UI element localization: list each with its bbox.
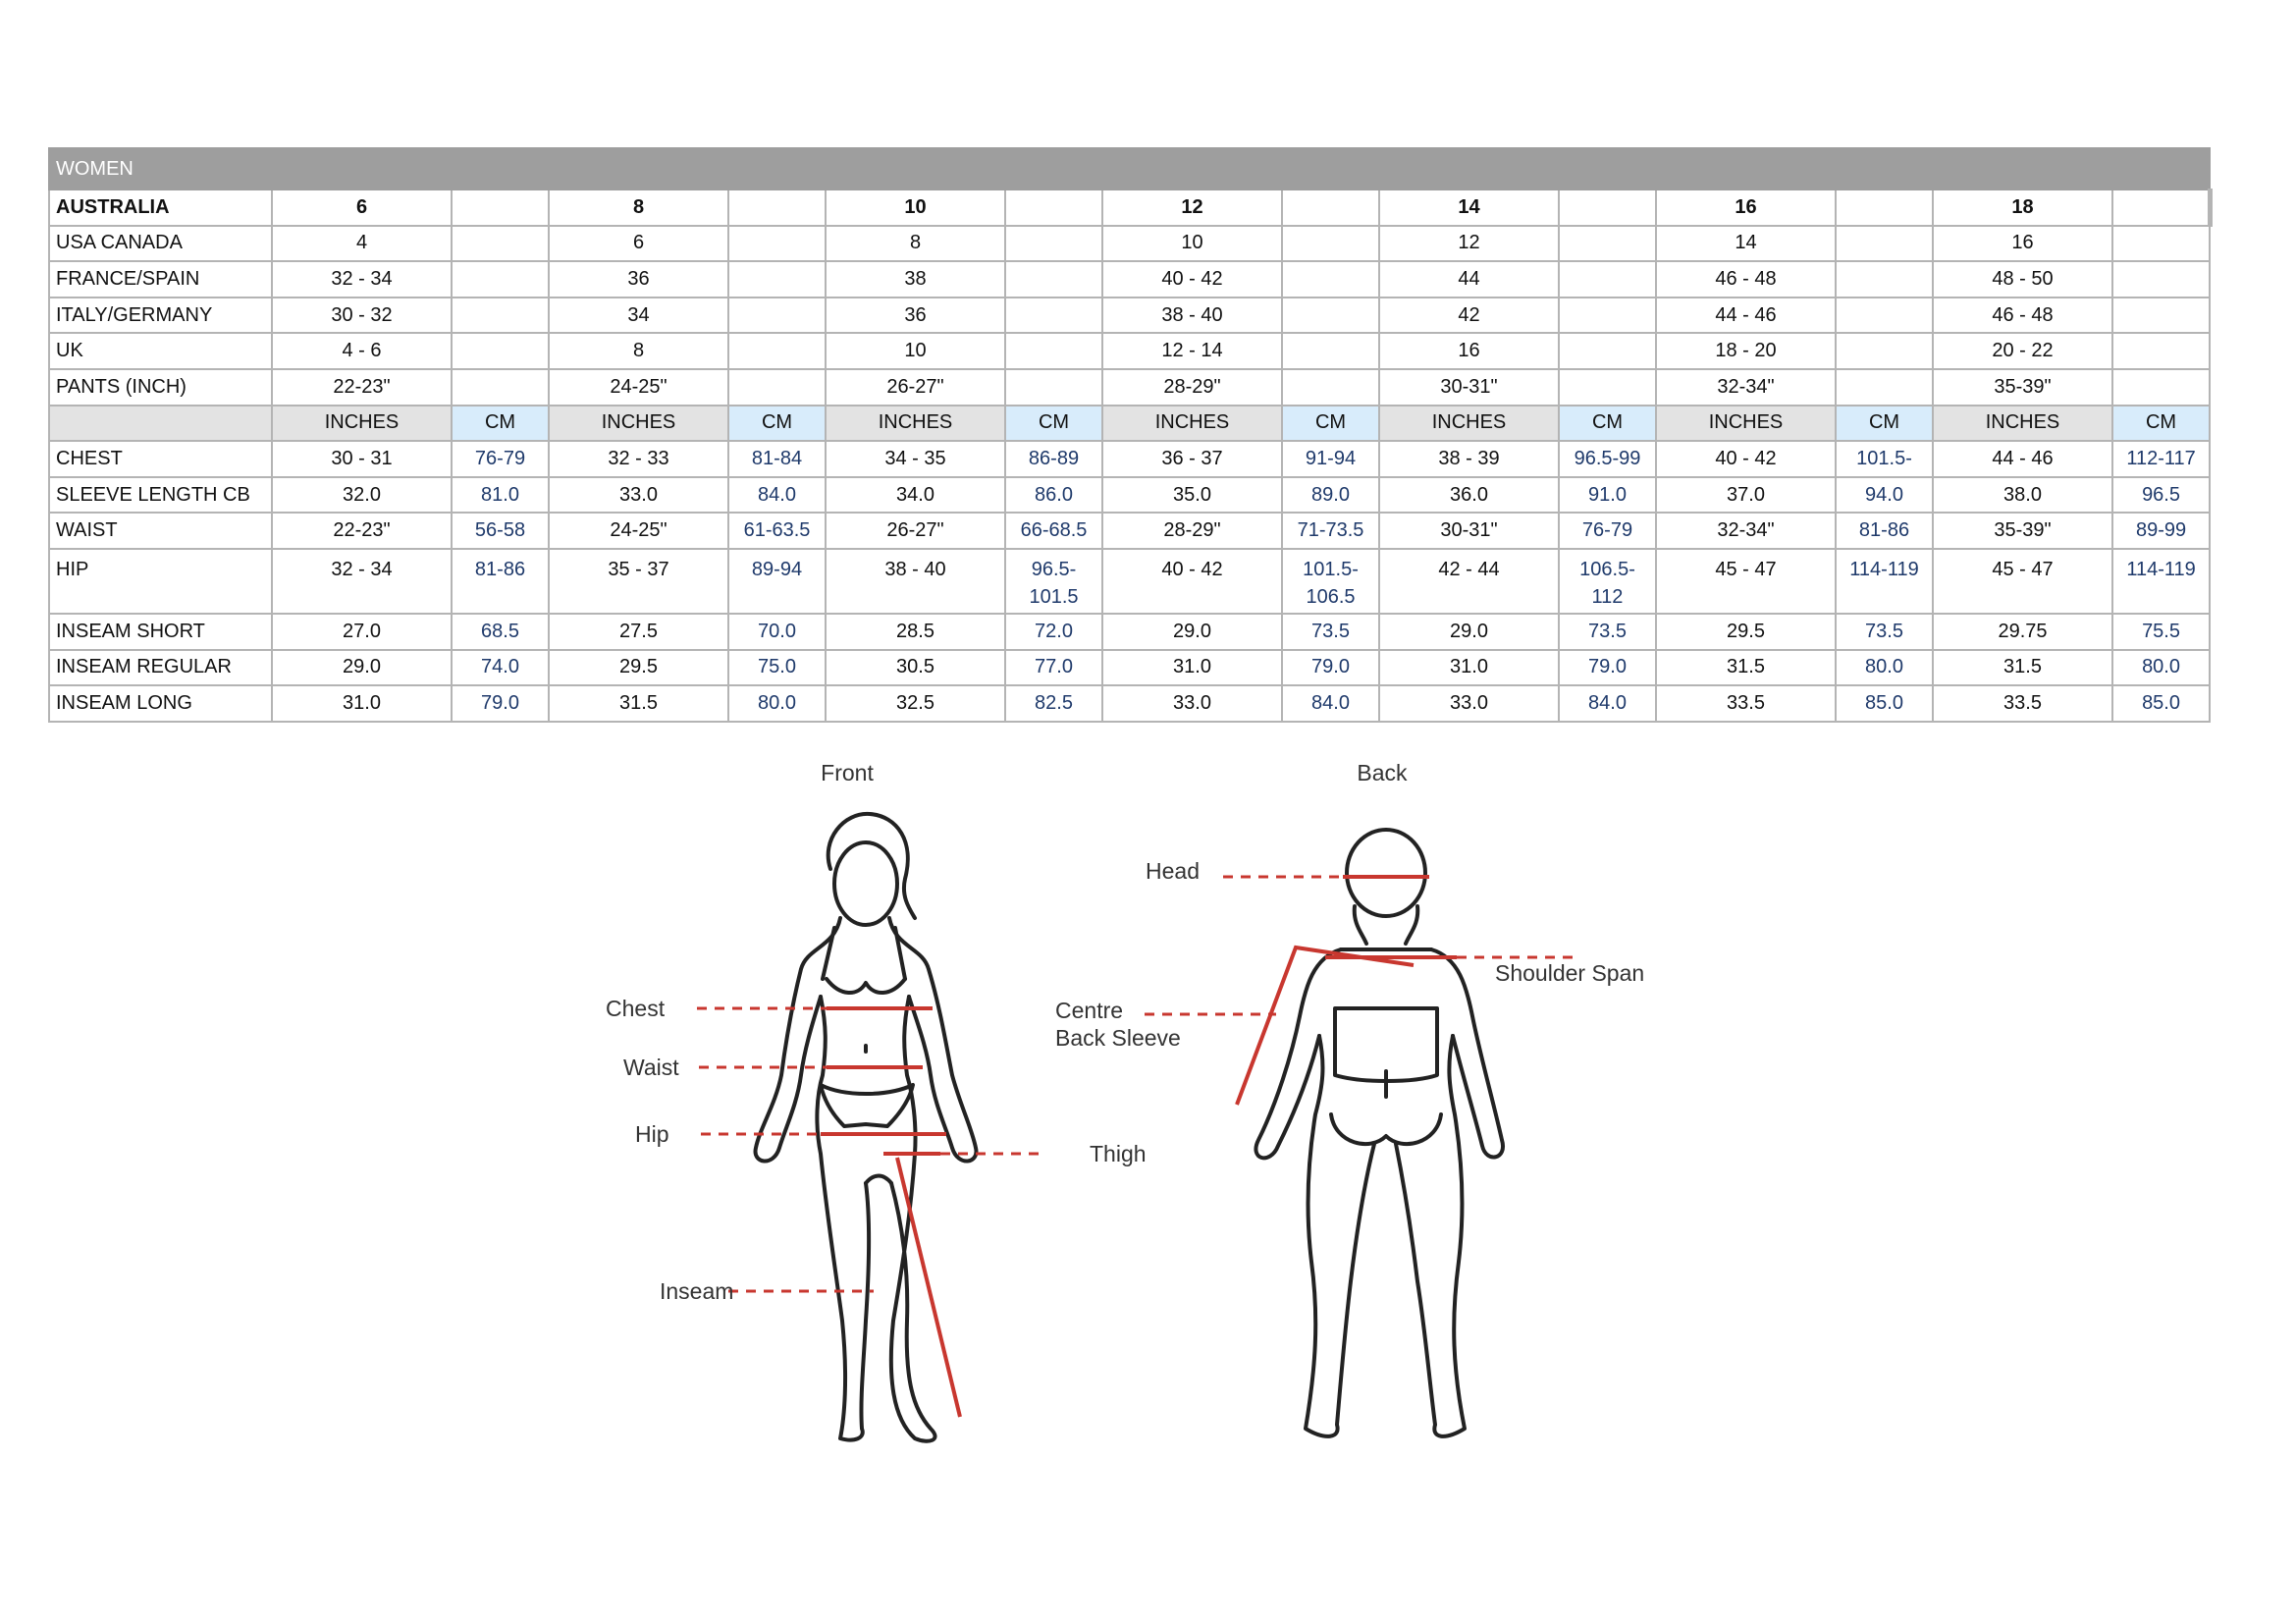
- inches-cell: 33.0: [1379, 685, 1559, 722]
- cm-cell: 80.0: [728, 685, 826, 722]
- conversion-cell: 38 - 40: [1102, 298, 1282, 334]
- unit-cm-heading: CM: [1005, 406, 1102, 442]
- cm-cell: 75.0: [728, 650, 826, 686]
- empty-cell: [2112, 226, 2210, 262]
- cm-cell: 86.0: [1005, 477, 1102, 514]
- inches-cell: 31.0: [272, 685, 452, 722]
- cm-cell: 89.0: [1282, 477, 1379, 514]
- cm-cell: 82.5: [1005, 685, 1102, 722]
- inches-cell: 32-34": [1656, 513, 1836, 549]
- empty-cell: [1559, 189, 1656, 226]
- conversion-row: [49, 333, 2210, 369]
- empty-cell: [1836, 298, 1933, 334]
- cm-cell: 114-119: [1836, 549, 1933, 614]
- size-heading: 18: [1933, 189, 2112, 226]
- conversion-cell: 28-29": [1102, 369, 1282, 406]
- conversion-row: [49, 261, 2210, 298]
- empty-cell: [1559, 226, 1656, 262]
- inches-cell: 34.0: [826, 477, 1005, 514]
- cm-cell: 70.0: [728, 614, 826, 650]
- inches-cell: 38.0: [1933, 477, 2112, 514]
- cm-cell: 81.0: [452, 477, 549, 514]
- empty-cell: [452, 226, 549, 262]
- inches-cell: 31.5: [1933, 650, 2112, 686]
- empty-cell: [1005, 189, 1102, 226]
- inches-cell: 42 - 44: [1379, 549, 1559, 614]
- conversion-cell: 12 - 14: [1102, 333, 1282, 369]
- empty-cell: [2112, 189, 2210, 226]
- row-label: PANTS (INCH): [49, 369, 272, 406]
- inches-cell: 32.0: [272, 477, 452, 514]
- cm-cell: 73.5: [1559, 614, 1656, 650]
- cm-cell: 112-117: [2112, 441, 2210, 477]
- empty-cell: [1836, 226, 1933, 262]
- cm-cell: 91.0: [1559, 477, 1656, 514]
- cm-cell: 84.0: [1282, 685, 1379, 722]
- conversion-cell: 36: [826, 298, 1005, 334]
- empty-cell: [1282, 333, 1379, 369]
- cm-cell: 80.0: [1836, 650, 1933, 686]
- size-heading: 12: [1102, 189, 1282, 226]
- empty-cell: [728, 261, 826, 298]
- group-title-row: [49, 148, 2210, 189]
- empty-cell: [728, 298, 826, 334]
- size-heading: 14: [1379, 189, 1559, 226]
- conversion-cell: 32-34": [1656, 369, 1836, 406]
- unit-inches-heading: INCHES: [272, 406, 452, 442]
- row-label: SLEEVE LENGTH CB: [49, 477, 272, 514]
- cm-cell: 81-84: [728, 441, 826, 477]
- inseam-label: Inseam: [660, 1278, 734, 1304]
- unit-cm-heading: CM: [1559, 406, 1656, 442]
- cm-cell: 96.5-99: [1559, 441, 1656, 477]
- cm-cell: 76-79: [452, 441, 549, 477]
- cm-cell: 73.5: [1836, 614, 1933, 650]
- inches-cell: 30-31": [1379, 513, 1559, 549]
- measurement-row: [49, 477, 2210, 514]
- inches-cell: 35-39": [1933, 513, 2112, 549]
- inches-cell: 29.0: [272, 650, 452, 686]
- conversion-cell: 8: [826, 226, 1005, 262]
- conversion-cell: 46 - 48: [1656, 261, 1836, 298]
- empty-cell: [1005, 226, 1102, 262]
- inches-cell: 31.0: [1379, 650, 1559, 686]
- cm-cell: 84.0: [1559, 685, 1656, 722]
- empty-cell: [728, 226, 826, 262]
- empty-cell: [2112, 369, 2210, 406]
- row-label: INSEAM REGULAR: [49, 650, 272, 686]
- empty-cell: [1005, 369, 1102, 406]
- back-title: Back: [1357, 760, 1408, 785]
- empty-cell: [1836, 369, 1933, 406]
- inches-cell: 29.0: [1102, 614, 1282, 650]
- cm-cell: 101.5-: [1836, 441, 1933, 477]
- inches-cell: 29.75: [1933, 614, 2112, 650]
- empty-cell: [452, 333, 549, 369]
- cm-cell: 101.5-106.5: [1282, 549, 1379, 614]
- conversion-cell: 10: [1102, 226, 1282, 262]
- inches-cell: 29.0: [1379, 614, 1559, 650]
- unit-cm-heading: CM: [452, 406, 549, 442]
- size-heading: 8: [549, 189, 728, 226]
- empty-cell: [1836, 261, 1933, 298]
- size-chart-table: [48, 147, 2213, 723]
- conversion-cell: 14: [1656, 226, 1836, 262]
- inches-cell: 38 - 40: [826, 549, 1005, 614]
- cm-cell: 79.0: [452, 685, 549, 722]
- cm-cell: 79.0: [1282, 650, 1379, 686]
- cm-cell: 56-58: [452, 513, 549, 549]
- unit-inches-heading: INCHES: [1102, 406, 1282, 442]
- empty-cell: [452, 189, 549, 226]
- cm-cell: 81-86: [1836, 513, 1933, 549]
- empty-cell: [1282, 298, 1379, 334]
- conversion-cell: 22-23": [272, 369, 452, 406]
- empty-cell: [2112, 333, 2210, 369]
- empty-cell: [1005, 333, 1102, 369]
- unit-cm-heading: CM: [1836, 406, 1933, 442]
- inches-cell: 40 - 42: [1102, 549, 1282, 614]
- back-body-outline: [1255, 830, 1503, 1436]
- inches-cell: 32 - 34: [272, 549, 452, 614]
- conversion-cell: 26-27": [826, 369, 1005, 406]
- conversion-cell: 40 - 42: [1102, 261, 1282, 298]
- conversion-cell: 6: [549, 226, 728, 262]
- cm-cell: 77.0: [1005, 650, 1102, 686]
- cm-cell: 79.0: [1559, 650, 1656, 686]
- measurement-row: [49, 614, 2210, 650]
- inches-cell: 32 - 33: [549, 441, 728, 477]
- inches-cell: 29.5: [549, 650, 728, 686]
- inches-cell: 30 - 31: [272, 441, 452, 477]
- inches-cell: 45 - 47: [1656, 549, 1836, 614]
- conversion-cell: 8: [549, 333, 728, 369]
- empty-cell: [452, 369, 549, 406]
- empty-cell: [728, 369, 826, 406]
- cm-cell: 85.0: [2112, 685, 2210, 722]
- measurement-row: [49, 685, 2210, 722]
- row-label: CHEST: [49, 441, 272, 477]
- empty-cell: [1282, 189, 1379, 226]
- unit-cm-heading: CM: [1282, 406, 1379, 442]
- conversion-cell: 46 - 48: [1933, 298, 2112, 334]
- thigh-label: Thigh: [1090, 1141, 1147, 1166]
- inches-cell: 33.5: [1933, 685, 2112, 722]
- conversion-cell: 38: [826, 261, 1005, 298]
- inches-cell: 36 - 37: [1102, 441, 1282, 477]
- size-header-row: [49, 189, 2210, 226]
- inches-cell: 45 - 47: [1933, 549, 2112, 614]
- cm-cell: 81-86: [452, 549, 549, 614]
- cm-cell: 89-99: [2112, 513, 2210, 549]
- cm-cell: 89-94: [728, 549, 826, 614]
- inches-cell: 27.5: [549, 614, 728, 650]
- conversion-cell: 4: [272, 226, 452, 262]
- inches-cell: 35.0: [1102, 477, 1282, 514]
- inches-cell: 33.5: [1656, 685, 1836, 722]
- empty-cell: [1559, 333, 1656, 369]
- unit-cm-heading: CM: [728, 406, 826, 442]
- unit-inches-heading: INCHES: [549, 406, 728, 442]
- conversion-cell: 36: [549, 261, 728, 298]
- row-label: UK: [49, 333, 272, 369]
- inches-cell: 31.5: [549, 685, 728, 722]
- empty-cell: [2112, 298, 2210, 334]
- cm-cell: 76-79: [1559, 513, 1656, 549]
- empty-cell: [1559, 369, 1656, 406]
- cm-cell: 114-119: [2112, 549, 2210, 614]
- row-label: INSEAM SHORT: [49, 614, 272, 650]
- cm-cell: 94.0: [1836, 477, 1933, 514]
- inches-cell: 31.0: [1102, 650, 1282, 686]
- conversion-cell: 44: [1379, 261, 1559, 298]
- empty-cell: [1559, 298, 1656, 334]
- conversion-cell: 32 - 34: [272, 261, 452, 298]
- inches-cell: 22-23": [272, 513, 452, 549]
- centre-back-sleeve-label-line1: Centre: [1055, 998, 1124, 1023]
- inches-cell: 30.5: [826, 650, 1005, 686]
- chest-label: Chest: [606, 996, 666, 1021]
- row-label: INSEAM LONG: [49, 685, 272, 722]
- conversion-cell: 44 - 46: [1656, 298, 1836, 334]
- inches-cell: 36.0: [1379, 477, 1559, 514]
- conversion-cell: 12: [1379, 226, 1559, 262]
- row-label: ITALY/GERMANY: [49, 298, 272, 334]
- unit-inches-heading: INCHES: [1656, 406, 1836, 442]
- head-label: Head: [1146, 858, 1200, 884]
- measurement-row: [49, 549, 2210, 614]
- inches-cell: 33.0: [549, 477, 728, 514]
- conversion-cell: 30 - 32: [272, 298, 452, 334]
- units-row: [49, 406, 2210, 442]
- inches-cell: 29.5: [1656, 614, 1836, 650]
- conversion-row: [49, 298, 2210, 334]
- inches-cell: 31.5: [1656, 650, 1836, 686]
- row-label: FRANCE/SPAIN: [49, 261, 272, 298]
- conversion-row: [49, 226, 2210, 262]
- conversion-cell: 16: [1379, 333, 1559, 369]
- shoulder-span-label: Shoulder Span: [1495, 960, 1645, 986]
- row-label: USA CANADA: [49, 226, 272, 262]
- size-heading: 10: [826, 189, 1005, 226]
- empty-cell: [1836, 189, 1933, 226]
- cm-cell: 75.5: [2112, 614, 2210, 650]
- empty-cell: [728, 189, 826, 226]
- cm-cell: 74.0: [452, 650, 549, 686]
- inches-cell: 34 - 35: [826, 441, 1005, 477]
- inches-cell: 28.5: [826, 614, 1005, 650]
- unit-inches-heading: INCHES: [1379, 406, 1559, 442]
- cm-cell: 86-89: [1005, 441, 1102, 477]
- front-title: Front: [821, 760, 874, 785]
- measurement-row: [49, 513, 2210, 549]
- empty-cell: [452, 298, 549, 334]
- cm-cell: 96.5: [2112, 477, 2210, 514]
- empty-cell: [452, 261, 549, 298]
- empty-cell: [1282, 369, 1379, 406]
- inches-cell: 37.0: [1656, 477, 1836, 514]
- conversion-cell: 16: [1933, 226, 2112, 262]
- empty-cell: [1282, 261, 1379, 298]
- cm-cell: 91-94: [1282, 441, 1379, 477]
- inches-cell: 24-25": [549, 513, 728, 549]
- cm-cell: 68.5: [452, 614, 549, 650]
- conversion-cell: 10: [826, 333, 1005, 369]
- cm-cell: 96.5-101.5: [1005, 549, 1102, 614]
- conversion-row: [49, 369, 2210, 406]
- inches-cell: 28-29": [1102, 513, 1282, 549]
- hip-label: Hip: [635, 1121, 669, 1147]
- conversion-cell: 48 - 50: [1933, 261, 2112, 298]
- cm-cell: 72.0: [1005, 614, 1102, 650]
- size-heading: 16: [1656, 189, 1836, 226]
- unit-inches-heading: INCHES: [1933, 406, 2112, 442]
- conversion-cell: 18 - 20: [1656, 333, 1836, 369]
- row-label: AUSTRALIA: [49, 189, 272, 226]
- measurement-row: [49, 441, 2210, 477]
- inches-cell: 27.0: [272, 614, 452, 650]
- row-label: HIP: [49, 549, 272, 614]
- centre-back-sleeve-label-line2: Back Sleeve: [1055, 1025, 1181, 1051]
- inches-cell: 26-27": [826, 513, 1005, 549]
- inches-cell: 32.5: [826, 685, 1005, 722]
- conversion-cell: 20 - 22: [1933, 333, 2112, 369]
- cm-cell: 85.0: [1836, 685, 1933, 722]
- size-heading: 6: [272, 189, 452, 226]
- cm-cell: 61-63.5: [728, 513, 826, 549]
- cm-cell: 73.5: [1282, 614, 1379, 650]
- group-title: WOMEN: [49, 148, 2210, 189]
- inches-cell: 33.0: [1102, 685, 1282, 722]
- conversion-cell: 4 - 6: [272, 333, 452, 369]
- conversion-cell: 42: [1379, 298, 1559, 334]
- conversion-cell: 34: [549, 298, 728, 334]
- empty-cell: [49, 406, 272, 442]
- unit-inches-heading: INCHES: [826, 406, 1005, 442]
- empty-cell: [1282, 226, 1379, 262]
- empty-cell: [1005, 298, 1102, 334]
- row-label: WAIST: [49, 513, 272, 549]
- empty-cell: [728, 333, 826, 369]
- empty-cell: [1005, 261, 1102, 298]
- conversion-cell: 35-39": [1933, 369, 2112, 406]
- empty-cell: [1559, 261, 1656, 298]
- waist-label: Waist: [623, 1055, 679, 1080]
- cm-cell: 66-68.5: [1005, 513, 1102, 549]
- cm-cell: 106.5-112: [1559, 549, 1656, 614]
- inches-cell: 35 - 37: [549, 549, 728, 614]
- cm-cell: 80.0: [2112, 650, 2210, 686]
- unit-cm-heading: CM: [2112, 406, 2210, 442]
- measurement-row: [49, 650, 2210, 686]
- measurement-figure: [550, 751, 1693, 1468]
- conversion-cell: 30-31": [1379, 369, 1559, 406]
- inches-cell: 44 - 46: [1933, 441, 2112, 477]
- conversion-cell: 24-25": [549, 369, 728, 406]
- inches-cell: 38 - 39: [1379, 441, 1559, 477]
- inches-cell: 40 - 42: [1656, 441, 1836, 477]
- empty-cell: [2112, 261, 2210, 298]
- empty-cell: [1836, 333, 1933, 369]
- cm-cell: 84.0: [728, 477, 826, 514]
- cm-cell: 71-73.5: [1282, 513, 1379, 549]
